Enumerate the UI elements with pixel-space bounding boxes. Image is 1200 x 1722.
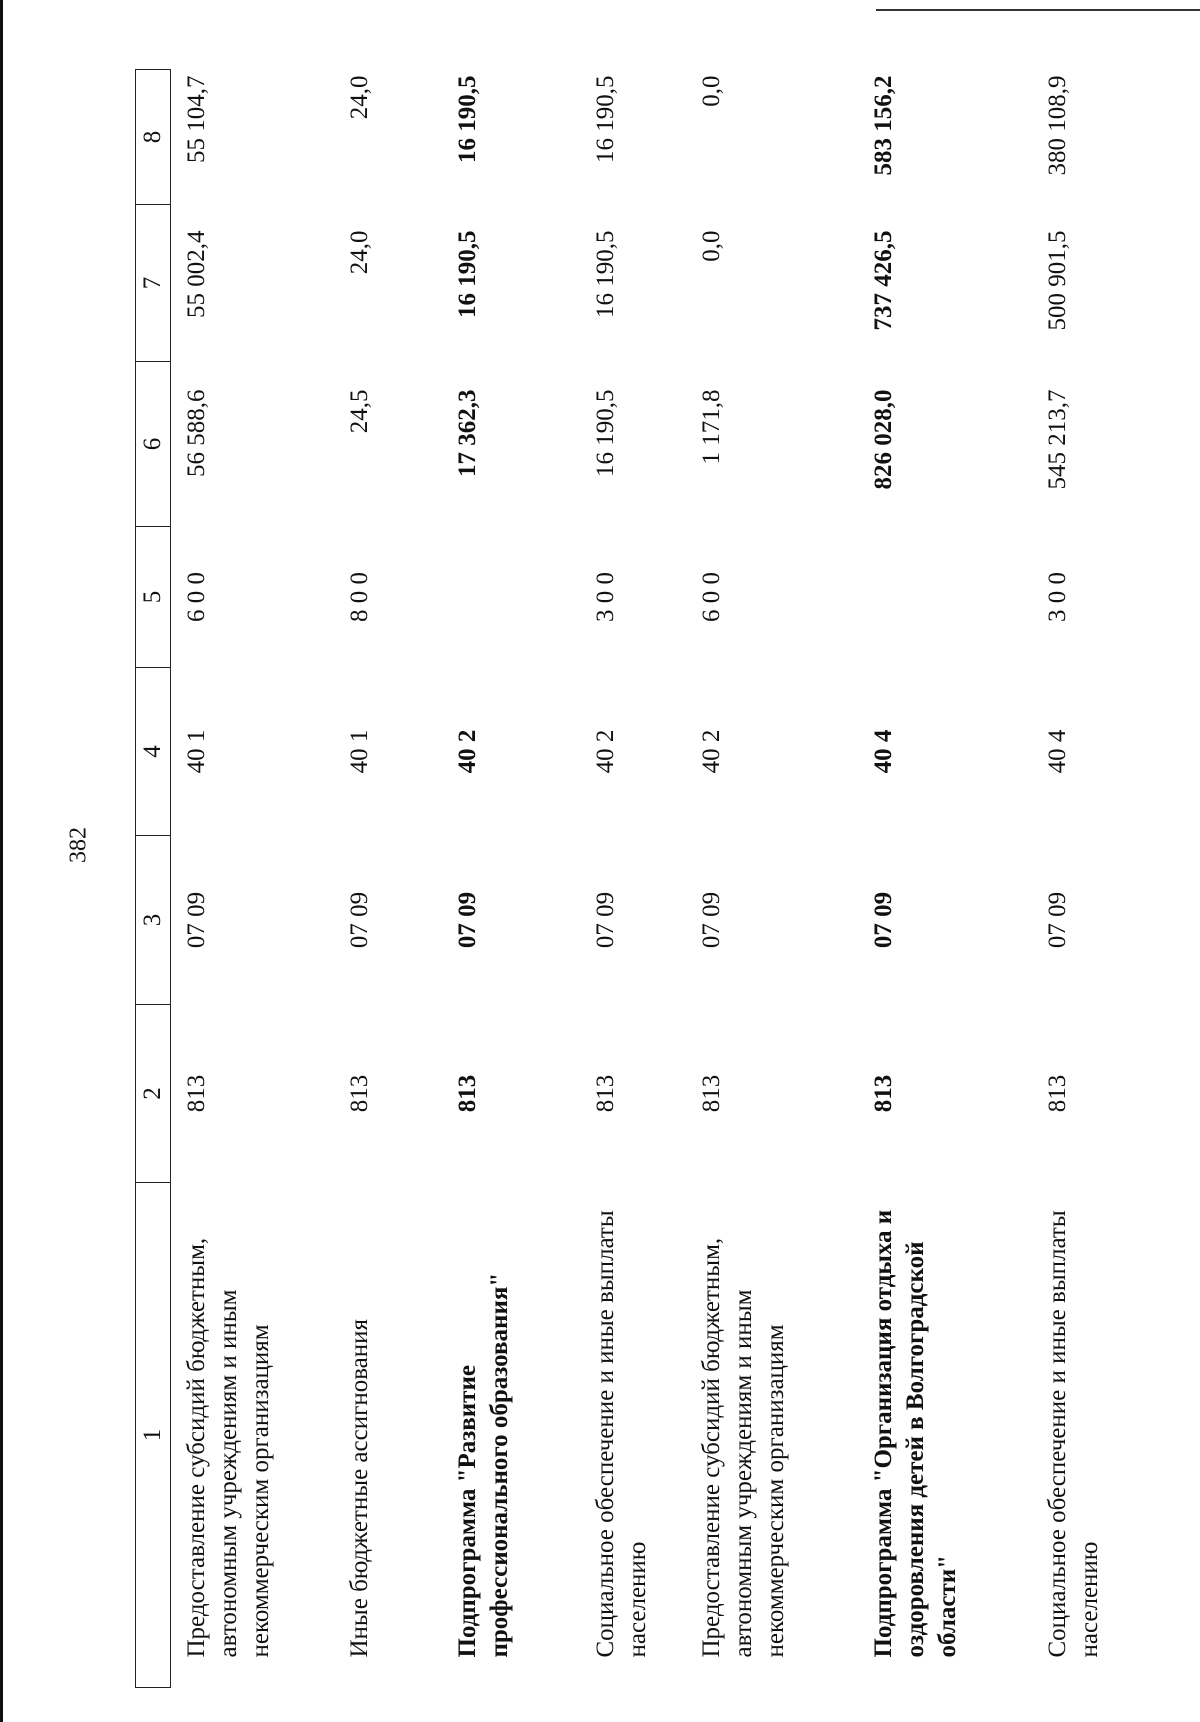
row-value-7: 55 002,4 bbox=[183, 230, 210, 318]
row-name: Иные бюджетные ассигнования bbox=[346, 1318, 373, 1658]
row-code-5: 3 0 0 bbox=[592, 572, 619, 622]
table-header-row bbox=[136, 70, 171, 1688]
table-row-subprogram bbox=[442, 70, 580, 1688]
header-col-3: 3 bbox=[136, 836, 171, 1005]
row-value-7: 16 190,5 bbox=[592, 230, 619, 318]
row-value-7: 0,0 bbox=[698, 230, 725, 262]
row-code-5 bbox=[858, 527, 1032, 668]
row-value-7: 24,0 bbox=[346, 230, 373, 275]
row-value-7: 16 190,5 bbox=[454, 230, 481, 318]
row-code-3: 07 09 bbox=[1044, 891, 1071, 949]
row-value-8: 0,0 bbox=[698, 75, 725, 107]
row-code-2: 813 bbox=[592, 1074, 619, 1113]
row-code-3: 07 09 bbox=[870, 891, 897, 949]
table-row-subprogram bbox=[858, 70, 1032, 1688]
row-code-3: 07 09 bbox=[454, 891, 481, 949]
row-code-5: 8 0 0 bbox=[346, 572, 373, 622]
row-name: Предоставление субсидий бюджетным, автономным учреждениям и иным некоммерческим организациям bbox=[698, 1237, 789, 1658]
row-value-6: 826 028,0 bbox=[870, 389, 897, 490]
row-code-2: 813 bbox=[698, 1074, 725, 1113]
page-number: 382 bbox=[65, 827, 92, 863]
row-code-4: 40 4 bbox=[870, 729, 897, 774]
header-col-7: 7 bbox=[136, 205, 171, 362]
row-code-3: 07 09 bbox=[698, 891, 725, 949]
header-col-8: 8 bbox=[136, 70, 171, 205]
table-row bbox=[334, 70, 442, 1688]
row-name: Социальное обеспечение и иные выплаты населению bbox=[1044, 1210, 1103, 1658]
row-code-2: 813 bbox=[1044, 1074, 1071, 1113]
row-code-2: 813 bbox=[183, 1074, 210, 1113]
row-value-6: 16 190,5 bbox=[592, 389, 619, 477]
row-code-4: 40 4 bbox=[1044, 729, 1071, 774]
row-code-2: 813 bbox=[454, 1074, 481, 1113]
header-col-6: 6 bbox=[136, 362, 171, 527]
row-code-4: 40 1 bbox=[183, 729, 210, 774]
header-col-5: 5 bbox=[136, 527, 171, 668]
row-code-4: 40 2 bbox=[698, 729, 725, 774]
row-value-8: 583 156,2 bbox=[870, 75, 897, 176]
row-name: Подпрограмма "Организация отдыха и оздоровления детей в Волгоградской области" bbox=[870, 1209, 961, 1658]
row-code-4: 40 1 bbox=[346, 729, 373, 774]
row-code-5: 6 0 0 bbox=[698, 572, 725, 622]
table-row bbox=[686, 70, 858, 1688]
table-row bbox=[171, 70, 335, 1688]
row-code-5: 6 0 0 bbox=[183, 572, 210, 622]
row-code-3: 07 09 bbox=[592, 891, 619, 949]
row-value-8: 55 104,7 bbox=[183, 75, 210, 163]
scan-edge-left bbox=[0, 0, 3, 1722]
header-col-4: 4 bbox=[136, 668, 171, 836]
row-code-3: 07 09 bbox=[183, 891, 210, 949]
budget-table-rotated bbox=[135, 70, 1182, 1688]
row-value-8: 24,0 bbox=[346, 75, 373, 120]
scan-edge-top bbox=[876, 9, 1200, 11]
row-value-7: 737 426,5 bbox=[870, 230, 897, 331]
table-row bbox=[580, 70, 686, 1688]
row-name: Социальное обеспечение и иные выплаты населению bbox=[592, 1210, 651, 1658]
row-code-5 bbox=[442, 527, 580, 668]
header-col-2: 2 bbox=[136, 1005, 171, 1183]
row-code-2: 813 bbox=[870, 1074, 897, 1113]
row-value-8: 380 108,9 bbox=[1044, 75, 1071, 176]
row-value-8: 16 190,5 bbox=[592, 75, 619, 163]
header-col-1: 1 bbox=[136, 1183, 171, 1688]
row-name: Подпрограмма "Развитие профессионального образования" bbox=[454, 1272, 513, 1658]
row-value-6: 24,5 bbox=[346, 389, 373, 434]
row-value-8: 16 190,5 bbox=[454, 75, 481, 163]
table-row bbox=[1032, 70, 1182, 1688]
row-code-2: 813 bbox=[346, 1074, 373, 1113]
row-code-4: 40 2 bbox=[454, 729, 481, 774]
row-code-4: 40 2 bbox=[592, 729, 619, 774]
row-code-5: 3 0 0 bbox=[1044, 572, 1071, 622]
row-name: Предоставление субсидий бюджетным, автономным учреждениям и иным некоммерческим организациям bbox=[183, 1237, 274, 1658]
row-value-6: 17 362,3 bbox=[454, 389, 481, 477]
row-code-3: 07 09 bbox=[346, 891, 373, 949]
row-value-7: 500 901,5 bbox=[1044, 230, 1071, 331]
row-value-6: 56 588,6 bbox=[183, 389, 210, 477]
row-value-6: 545 213,7 bbox=[1044, 389, 1071, 490]
row-value-6: 1 171,8 bbox=[698, 389, 725, 465]
budget-table bbox=[135, 69, 1182, 1688]
